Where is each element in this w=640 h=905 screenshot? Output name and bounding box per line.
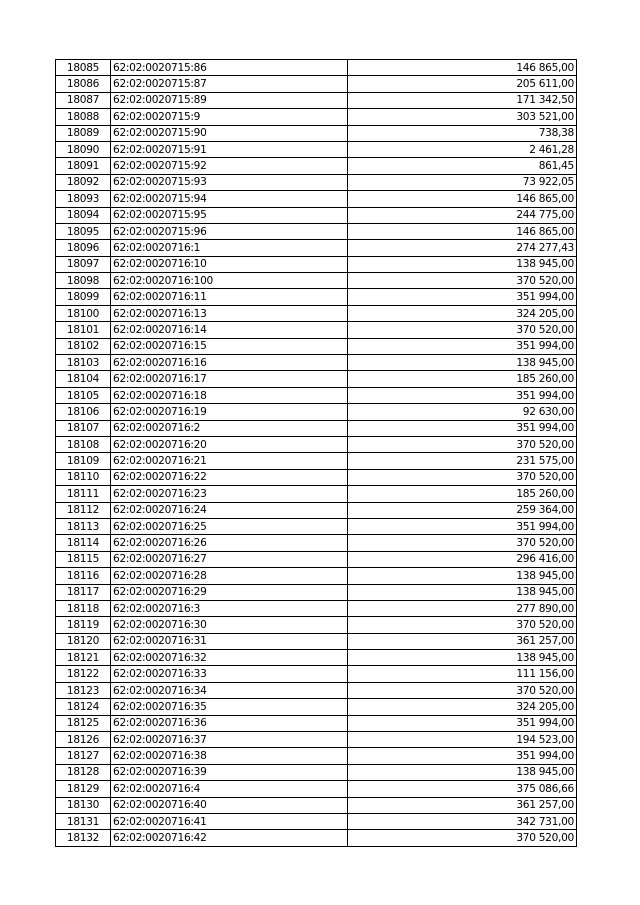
table-row [56,420,577,436]
cadastral-number-cell: 62:02:0020716:16 [111,355,348,371]
cadastral-number-cell: 62:02:0020715:87 [111,76,348,92]
table-row [56,207,577,223]
cadastral-value-cell: 138 945,00 [348,568,577,584]
cadastral-number-cell: 62:02:0020715:9 [111,109,348,125]
cadastral-value-cell: 171 342,50 [348,92,577,108]
row-number-cell: 18091 [56,158,111,174]
cadastral-number-cell: 62:02:0020716:15 [111,338,348,354]
table-row [56,305,577,321]
cadastral-value-cell: 351 994,00 [348,289,577,305]
table-row [56,125,577,141]
table-row [56,715,577,731]
row-number-cell: 18115 [56,551,111,567]
table-row [56,781,577,797]
cadastral-value-cell: 351 994,00 [348,387,577,403]
row-number-cell: 18122 [56,666,111,682]
table-row [56,387,577,403]
table-row [56,584,577,600]
row-number-cell: 18097 [56,256,111,272]
cadastral-number-cell: 62:02:0020716:40 [111,797,348,813]
cadastral-value-cell: 370 520,00 [348,682,577,698]
cadastral-value-cell: 303 521,00 [348,109,577,125]
row-number-cell: 18127 [56,748,111,764]
row-number-cell: 18106 [56,404,111,420]
cadastral-value-cell: 146 865,00 [348,223,577,239]
row-number-cell: 18132 [56,830,111,846]
cadastral-number-cell: 62:02:0020716:26 [111,535,348,551]
cadastral-value-cell: 205 611,00 [348,76,577,92]
cadastral-number-cell: 62:02:0020716:100 [111,273,348,289]
table-row [56,633,577,649]
cadastral-value-cell: 244 775,00 [348,207,577,223]
table-row [56,273,577,289]
cadastral-number-cell: 62:02:0020716:25 [111,518,348,534]
table-row [56,404,577,420]
row-number-cell: 18121 [56,650,111,666]
cadastral-number-cell: 62:02:0020716:37 [111,732,348,748]
table-row [56,453,577,469]
table-row [56,682,577,698]
row-number-cell: 18118 [56,600,111,616]
cadastral-number-cell: 62:02:0020716:17 [111,371,348,387]
cadastral-number-cell: 62:02:0020716:21 [111,453,348,469]
cadastral-number-cell: 62:02:0020716:28 [111,568,348,584]
cadastral-number-cell: 62:02:0020716:30 [111,617,348,633]
row-number-cell: 18119 [56,617,111,633]
table-row [56,551,577,567]
table-row [56,813,577,829]
cadastral-number-cell: 62:02:0020715:96 [111,223,348,239]
cadastral-value-cell: 370 520,00 [348,322,577,338]
table-row [56,338,577,354]
row-number-cell: 18093 [56,191,111,207]
row-number-cell: 18128 [56,764,111,780]
cadastral-value-cell: 138 945,00 [348,584,577,600]
cadastral-number-cell: 62:02:0020715:86 [111,60,348,76]
row-number-cell: 18085 [56,60,111,76]
cadastral-value-cell: 351 994,00 [348,338,577,354]
cadastral-value-cell: 138 945,00 [348,650,577,666]
row-number-cell: 18089 [56,125,111,141]
row-number-cell: 18099 [56,289,111,305]
cadastral-number-cell: 62:02:0020716:33 [111,666,348,682]
cadastral-number-cell: 62:02:0020716:32 [111,650,348,666]
cadastral-number-cell: 62:02:0020716:10 [111,256,348,272]
registry-table [55,59,577,847]
row-number-cell: 18117 [56,584,111,600]
row-number-cell: 18120 [56,633,111,649]
table-row [56,141,577,157]
cadastral-value-cell: 231 575,00 [348,453,577,469]
cadastral-value-cell: 370 520,00 [348,617,577,633]
table-row [56,240,577,256]
cadastral-number-cell: 62:02:0020716:42 [111,830,348,846]
cadastral-value-cell: 738,38 [348,125,577,141]
row-number-cell: 18086 [56,76,111,92]
table-row [56,158,577,174]
row-number-cell: 18095 [56,223,111,239]
row-number-cell: 18111 [56,486,111,502]
table-row [56,191,577,207]
cadastral-value-cell: 370 520,00 [348,469,577,485]
cadastral-number-cell: 62:02:0020715:94 [111,191,348,207]
table-row [56,666,577,682]
cadastral-number-cell: 62:02:0020716:39 [111,764,348,780]
cadastral-value-cell: 361 257,00 [348,633,577,649]
row-number-cell: 18125 [56,715,111,731]
cadastral-value-cell: 370 520,00 [348,273,577,289]
cadastral-number-cell: 62:02:0020716:34 [111,682,348,698]
cadastral-number-cell: 62:02:0020716:4 [111,781,348,797]
table-row [56,371,577,387]
table-row [56,600,577,616]
row-number-cell: 18114 [56,535,111,551]
cadastral-value-cell: 277 890,00 [348,600,577,616]
table-row [56,518,577,534]
table-row [56,568,577,584]
row-number-cell: 18104 [56,371,111,387]
cadastral-number-cell: 62:02:0020716:20 [111,436,348,452]
cadastral-number-cell: 62:02:0020716:35 [111,699,348,715]
row-number-cell: 18100 [56,305,111,321]
cadastral-value-cell: 351 994,00 [348,518,577,534]
row-number-cell: 18092 [56,174,111,190]
cadastral-number-cell: 62:02:0020716:31 [111,633,348,649]
row-number-cell: 18112 [56,502,111,518]
cadastral-value-cell: 111 156,00 [348,666,577,682]
table-row [56,797,577,813]
cadastral-value-cell: 296 416,00 [348,551,577,567]
table-row [56,764,577,780]
cadastral-number-cell: 62:02:0020716:2 [111,420,348,436]
row-number-cell: 18123 [56,682,111,698]
table-row [56,830,577,846]
row-number-cell: 18107 [56,420,111,436]
cadastral-value-cell: 259 364,00 [348,502,577,518]
row-number-cell: 18109 [56,453,111,469]
cadastral-value-cell: 370 520,00 [348,535,577,551]
row-number-cell: 18094 [56,207,111,223]
table-row [56,92,577,108]
row-number-cell: 18129 [56,781,111,797]
row-number-cell: 18131 [56,813,111,829]
cadastral-value-cell: 370 520,00 [348,830,577,846]
cadastral-number-cell: 62:02:0020715:95 [111,207,348,223]
cadastral-value-cell: 361 257,00 [348,797,577,813]
cadastral-number-cell: 62:02:0020715:89 [111,92,348,108]
table-row [56,109,577,125]
table-row [56,223,577,239]
row-number-cell: 18101 [56,322,111,338]
cadastral-number-cell: 62:02:0020715:92 [111,158,348,174]
cadastral-value-cell: 370 520,00 [348,436,577,452]
table-row [56,289,577,305]
cadastral-value-cell: 185 260,00 [348,486,577,502]
cadastral-value-cell: 2 461,28 [348,141,577,157]
cadastral-value-cell: 73 922,05 [348,174,577,190]
table-row [56,748,577,764]
table-row [56,436,577,452]
cadastral-value-cell: 274 277,43 [348,240,577,256]
table-row [56,76,577,92]
cadastral-number-cell: 62:02:0020716:18 [111,387,348,403]
cadastral-value-cell: 146 865,00 [348,60,577,76]
table-row [56,699,577,715]
cadastral-number-cell: 62:02:0020715:90 [111,125,348,141]
cadastral-number-cell: 62:02:0020716:27 [111,551,348,567]
cadastral-value-cell: 146 865,00 [348,191,577,207]
cadastral-value-cell: 324 205,00 [348,699,577,715]
cadastral-number-cell: 62:02:0020716:41 [111,813,348,829]
row-number-cell: 18103 [56,355,111,371]
cadastral-number-cell: 62:02:0020716:1 [111,240,348,256]
cadastral-number-cell: 62:02:0020716:38 [111,748,348,764]
registry-table-body [56,60,577,847]
row-number-cell: 18110 [56,469,111,485]
table-row [56,322,577,338]
cadastral-number-cell: 62:02:0020716:29 [111,584,348,600]
row-number-cell: 18087 [56,92,111,108]
cadastral-value-cell: 351 994,00 [348,420,577,436]
row-number-cell: 18088 [56,109,111,125]
cadastral-number-cell: 62:02:0020716:3 [111,600,348,616]
cadastral-number-cell: 62:02:0020716:11 [111,289,348,305]
cadastral-value-cell: 342 731,00 [348,813,577,829]
table-row [56,502,577,518]
cadastral-value-cell: 138 945,00 [348,764,577,780]
table-row [56,486,577,502]
cadastral-value-cell: 185 260,00 [348,371,577,387]
table-row [56,535,577,551]
row-number-cell: 18126 [56,732,111,748]
cadastral-value-cell: 138 945,00 [348,256,577,272]
row-number-cell: 18116 [56,568,111,584]
row-number-cell: 18105 [56,387,111,403]
row-number-cell: 18124 [56,699,111,715]
row-number-cell: 18113 [56,518,111,534]
cadastral-number-cell: 62:02:0020716:13 [111,305,348,321]
cadastral-value-cell: 194 523,00 [348,732,577,748]
row-number-cell: 18108 [56,436,111,452]
cadastral-value-cell: 351 994,00 [348,715,577,731]
table-row [56,355,577,371]
cadastral-number-cell: 62:02:0020716:23 [111,486,348,502]
cadastral-number-cell: 62:02:0020716:22 [111,469,348,485]
cadastral-value-cell: 861,45 [348,158,577,174]
cadastral-number-cell: 62:02:0020715:93 [111,174,348,190]
cadastral-value-cell: 351 994,00 [348,748,577,764]
table-row [56,174,577,190]
table-row [56,732,577,748]
cadastral-value-cell: 92 630,00 [348,404,577,420]
table-row [56,650,577,666]
cadastral-value-cell: 375 086,66 [348,781,577,797]
table-row [56,60,577,76]
cadastral-number-cell: 62:02:0020715:91 [111,141,348,157]
table-row [56,617,577,633]
table-row [56,469,577,485]
row-number-cell: 18130 [56,797,111,813]
cadastral-number-cell: 62:02:0020716:24 [111,502,348,518]
table-row [56,256,577,272]
row-number-cell: 18102 [56,338,111,354]
row-number-cell: 18090 [56,141,111,157]
row-number-cell: 18096 [56,240,111,256]
row-number-cell: 18098 [56,273,111,289]
cadastral-number-cell: 62:02:0020716:19 [111,404,348,420]
cadastral-number-cell: 62:02:0020716:14 [111,322,348,338]
cadastral-number-cell: 62:02:0020716:36 [111,715,348,731]
cadastral-value-cell: 138 945,00 [348,355,577,371]
cadastral-value-cell: 324 205,00 [348,305,577,321]
